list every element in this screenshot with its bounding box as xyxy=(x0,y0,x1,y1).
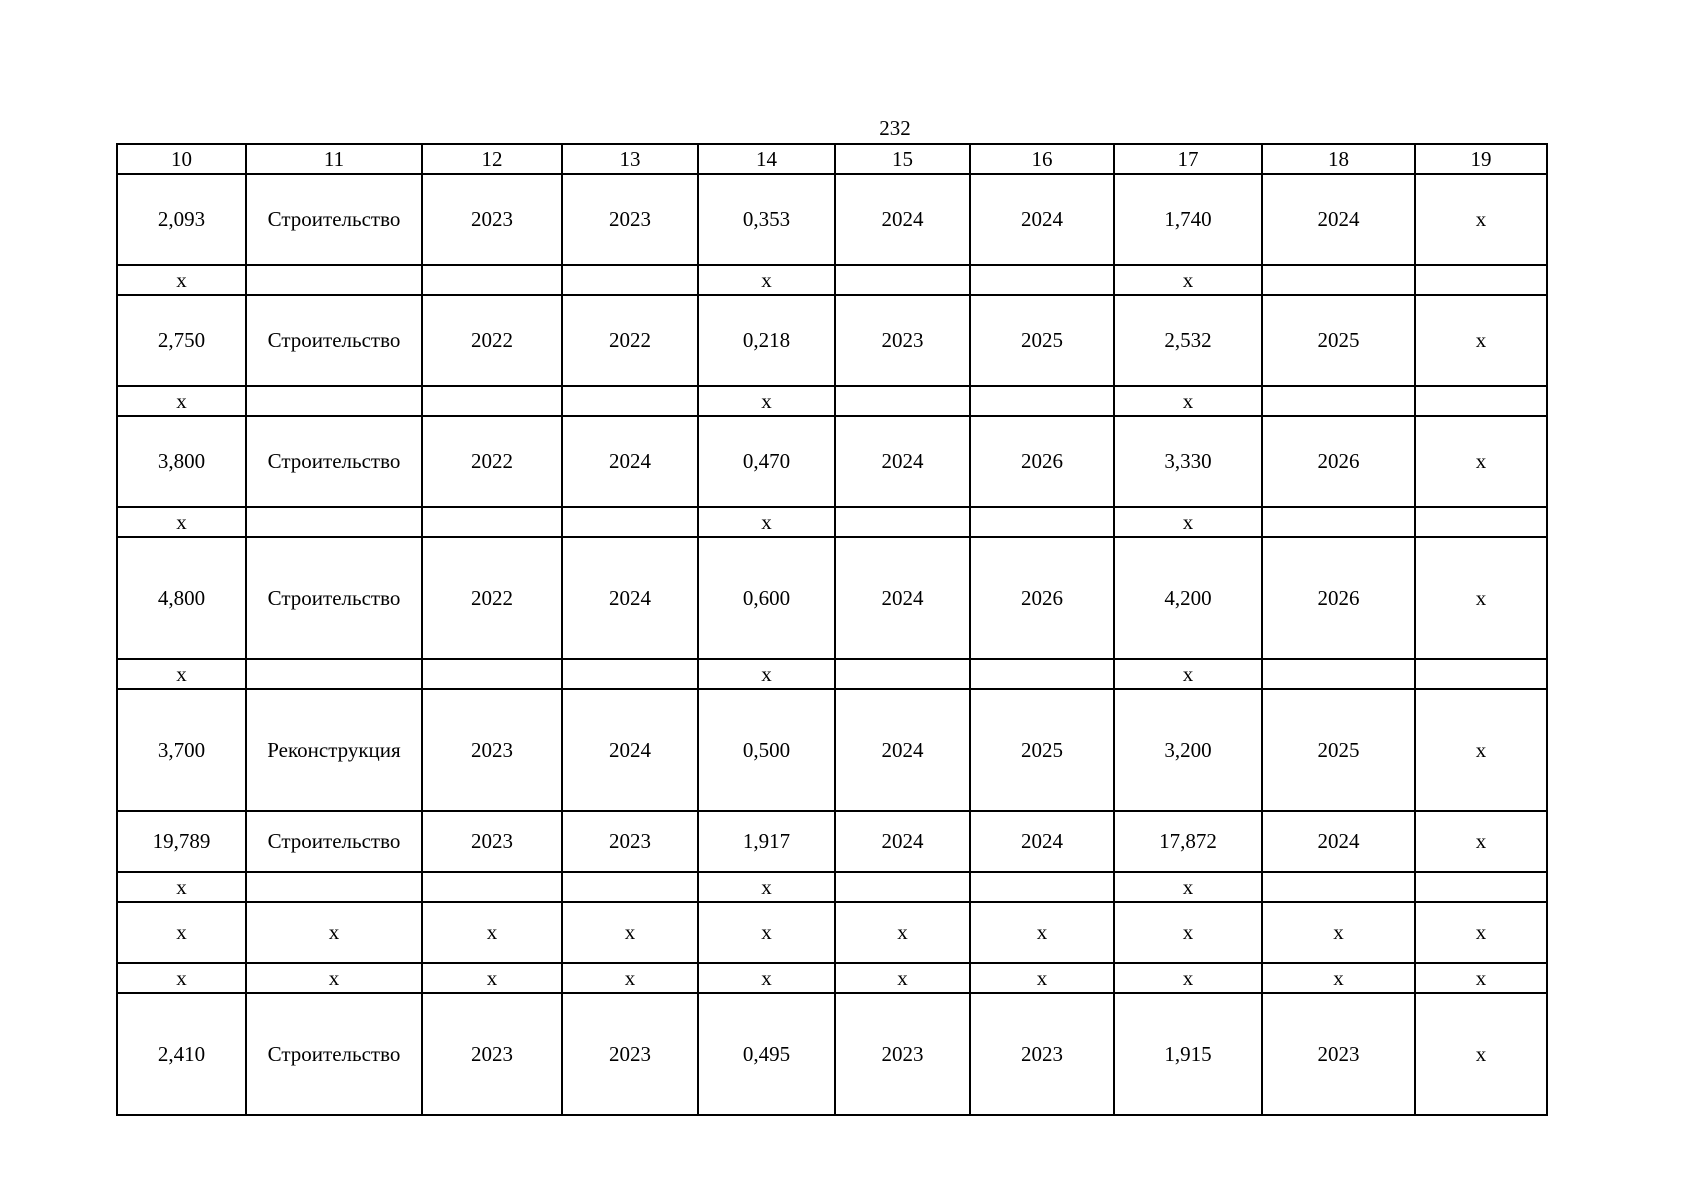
table-cell: Строительство xyxy=(246,811,422,872)
table-cell xyxy=(970,659,1114,689)
column-header: 17 xyxy=(1114,144,1262,174)
table-cell xyxy=(1415,265,1547,295)
table-cell xyxy=(1415,386,1547,416)
column-header: 19 xyxy=(1415,144,1547,174)
table-cell: 1,740 xyxy=(1114,174,1262,265)
table-cell: 2022 xyxy=(562,295,698,386)
column-header: 18 xyxy=(1262,144,1415,174)
table-cell: x xyxy=(1415,537,1547,659)
table-cell: x xyxy=(1415,174,1547,265)
table-cell: x xyxy=(117,265,246,295)
table-cell: 0,495 xyxy=(698,993,835,1115)
table-cell: x xyxy=(698,507,835,537)
table-cell: 2024 xyxy=(835,416,970,507)
table-row xyxy=(117,295,1547,386)
table-cell: 3,200 xyxy=(1114,689,1262,811)
table-cell: 0,470 xyxy=(698,416,835,507)
table-row xyxy=(117,659,1547,689)
table-cell: x xyxy=(698,872,835,902)
table-cell xyxy=(1262,507,1415,537)
table-row xyxy=(117,386,1547,416)
table-cell xyxy=(562,386,698,416)
table-cell: x xyxy=(1114,659,1262,689)
table-cell: 2023 xyxy=(1262,993,1415,1115)
table-cell: 0,353 xyxy=(698,174,835,265)
table-cell: x xyxy=(117,507,246,537)
table-cell xyxy=(246,659,422,689)
table-cell xyxy=(835,872,970,902)
table-cell xyxy=(422,265,562,295)
table-cell xyxy=(422,507,562,537)
table-cell: 2025 xyxy=(970,295,1114,386)
page-number: 232 xyxy=(879,116,911,140)
table-cell: 2023 xyxy=(562,174,698,265)
table-cell xyxy=(835,507,970,537)
table-cell: 3,800 xyxy=(117,416,246,507)
table-cell: 2,093 xyxy=(117,174,246,265)
table-cell: Строительство xyxy=(246,416,422,507)
table-cell xyxy=(246,265,422,295)
table-cell xyxy=(422,872,562,902)
table-cell xyxy=(246,386,422,416)
table-cell: 2025 xyxy=(1262,295,1415,386)
table-cell: 2022 xyxy=(422,295,562,386)
table-cell: Строительство xyxy=(246,993,422,1115)
table-cell: x xyxy=(698,659,835,689)
table-cell xyxy=(562,872,698,902)
table-cell: x xyxy=(1114,872,1262,902)
table-cell xyxy=(562,659,698,689)
table-cell: x xyxy=(117,963,246,993)
table-cell xyxy=(970,265,1114,295)
table-cell xyxy=(835,659,970,689)
table-cell: 2024 xyxy=(1262,811,1415,872)
table-cell: 2023 xyxy=(562,993,698,1115)
table-cell: 2024 xyxy=(835,811,970,872)
column-header: 15 xyxy=(835,144,970,174)
table-cell: 2,532 xyxy=(1114,295,1262,386)
table-cell: x xyxy=(1262,963,1415,993)
table-cell xyxy=(246,872,422,902)
table-cell xyxy=(562,507,698,537)
table-cell: x xyxy=(117,902,246,963)
column-header: 10 xyxy=(117,144,246,174)
table-cell xyxy=(1415,659,1547,689)
table-cell: 0,218 xyxy=(698,295,835,386)
table-cell: 2022 xyxy=(422,537,562,659)
table-row xyxy=(117,537,1547,659)
table-cell: 2026 xyxy=(970,537,1114,659)
table-cell: 2,410 xyxy=(117,993,246,1115)
table-row xyxy=(117,993,1547,1115)
table-cell: x xyxy=(1415,689,1547,811)
table-cell: x xyxy=(1415,902,1547,963)
table-cell xyxy=(835,265,970,295)
table-cell: x xyxy=(1262,902,1415,963)
table-cell: 2024 xyxy=(562,416,698,507)
table-cell: 3,330 xyxy=(1114,416,1262,507)
table-cell: 2026 xyxy=(1262,537,1415,659)
table-cell: 2024 xyxy=(562,537,698,659)
table-cell: 2025 xyxy=(1262,689,1415,811)
table-cell: 2023 xyxy=(835,993,970,1115)
header-row xyxy=(117,144,1547,174)
table-cell: x xyxy=(970,902,1114,963)
table-row xyxy=(117,416,1547,507)
table-cell xyxy=(562,265,698,295)
table-cell xyxy=(970,872,1114,902)
table-row xyxy=(117,872,1547,902)
table-row xyxy=(117,902,1547,963)
table-cell: 17,872 xyxy=(1114,811,1262,872)
table-cell: x xyxy=(562,902,698,963)
table-cell: 2023 xyxy=(562,811,698,872)
table-cell: 19,789 xyxy=(117,811,246,872)
table-cell xyxy=(1262,872,1415,902)
table-cell: x xyxy=(562,963,698,993)
table-cell: x xyxy=(1114,963,1262,993)
data-table xyxy=(116,143,1548,1116)
table-row xyxy=(117,265,1547,295)
table-row xyxy=(117,507,1547,537)
column-header: 13 xyxy=(562,144,698,174)
table-cell: 2026 xyxy=(970,416,1114,507)
table-cell: 2026 xyxy=(1262,416,1415,507)
table-cell xyxy=(422,659,562,689)
table-row xyxy=(117,963,1547,993)
table-cell: x xyxy=(117,659,246,689)
column-header: 14 xyxy=(698,144,835,174)
table-cell: 2023 xyxy=(422,993,562,1115)
table-cell: 2,750 xyxy=(117,295,246,386)
table-cell: x xyxy=(1415,963,1547,993)
table-cell: Строительство xyxy=(246,537,422,659)
table-cell xyxy=(970,507,1114,537)
table-cell: 4,800 xyxy=(117,537,246,659)
table-cell: 2024 xyxy=(835,689,970,811)
table-cell: x xyxy=(1415,993,1547,1115)
table-cell: x xyxy=(698,386,835,416)
table-cell: x xyxy=(1114,507,1262,537)
table-row xyxy=(117,689,1547,811)
table-cell: 2024 xyxy=(835,174,970,265)
table-cell: Строительство xyxy=(246,295,422,386)
table-cell: 2025 xyxy=(970,689,1114,811)
table-cell: 3,700 xyxy=(117,689,246,811)
table-cell: x xyxy=(117,386,246,416)
table-cell: 2024 xyxy=(835,537,970,659)
table-cell: x xyxy=(117,872,246,902)
table-row xyxy=(117,811,1547,872)
table-cell: 0,600 xyxy=(698,537,835,659)
table-cell: x xyxy=(698,265,835,295)
table-cell: x xyxy=(1114,386,1262,416)
table-cell xyxy=(1262,659,1415,689)
table-cell: x xyxy=(246,902,422,963)
column-header: 11 xyxy=(246,144,422,174)
table-cell: 2022 xyxy=(422,416,562,507)
table-cell: 2024 xyxy=(970,174,1114,265)
table-cell xyxy=(835,386,970,416)
table-cell: 2024 xyxy=(970,811,1114,872)
table-cell: 2023 xyxy=(970,993,1114,1115)
table-cell: x xyxy=(835,902,970,963)
table-cell: x xyxy=(1114,902,1262,963)
table-cell: 2023 xyxy=(835,295,970,386)
table-cell: x xyxy=(835,963,970,993)
table-cell xyxy=(422,386,562,416)
table-cell xyxy=(1262,265,1415,295)
table-cell xyxy=(1262,386,1415,416)
table-cell xyxy=(1415,872,1547,902)
table-cell: 2023 xyxy=(422,174,562,265)
table-cell: x xyxy=(422,902,562,963)
table-cell: 2023 xyxy=(422,689,562,811)
table-cell: x xyxy=(698,902,835,963)
table-cell: 2024 xyxy=(1262,174,1415,265)
table-cell: x xyxy=(246,963,422,993)
table-cell: 4,200 xyxy=(1114,537,1262,659)
table-cell: 1,915 xyxy=(1114,993,1262,1115)
table-cell: x xyxy=(1415,416,1547,507)
table-cell xyxy=(246,507,422,537)
table-cell: x xyxy=(1415,811,1547,872)
table-cell: 2024 xyxy=(562,689,698,811)
table-cell: x xyxy=(970,963,1114,993)
table-cell: x xyxy=(422,963,562,993)
table-cell xyxy=(970,386,1114,416)
table-cell xyxy=(1415,507,1547,537)
table-cell: Строительство xyxy=(246,174,422,265)
table-cell: x xyxy=(1114,265,1262,295)
table-cell: 2023 xyxy=(422,811,562,872)
column-header: 12 xyxy=(422,144,562,174)
table-cell: Реконструкция xyxy=(246,689,422,811)
column-header: 16 xyxy=(970,144,1114,174)
table-cell: x xyxy=(1415,295,1547,386)
table-row xyxy=(117,174,1547,265)
table-cell: 0,500 xyxy=(698,689,835,811)
table-cell: x xyxy=(698,963,835,993)
table-cell: 1,917 xyxy=(698,811,835,872)
